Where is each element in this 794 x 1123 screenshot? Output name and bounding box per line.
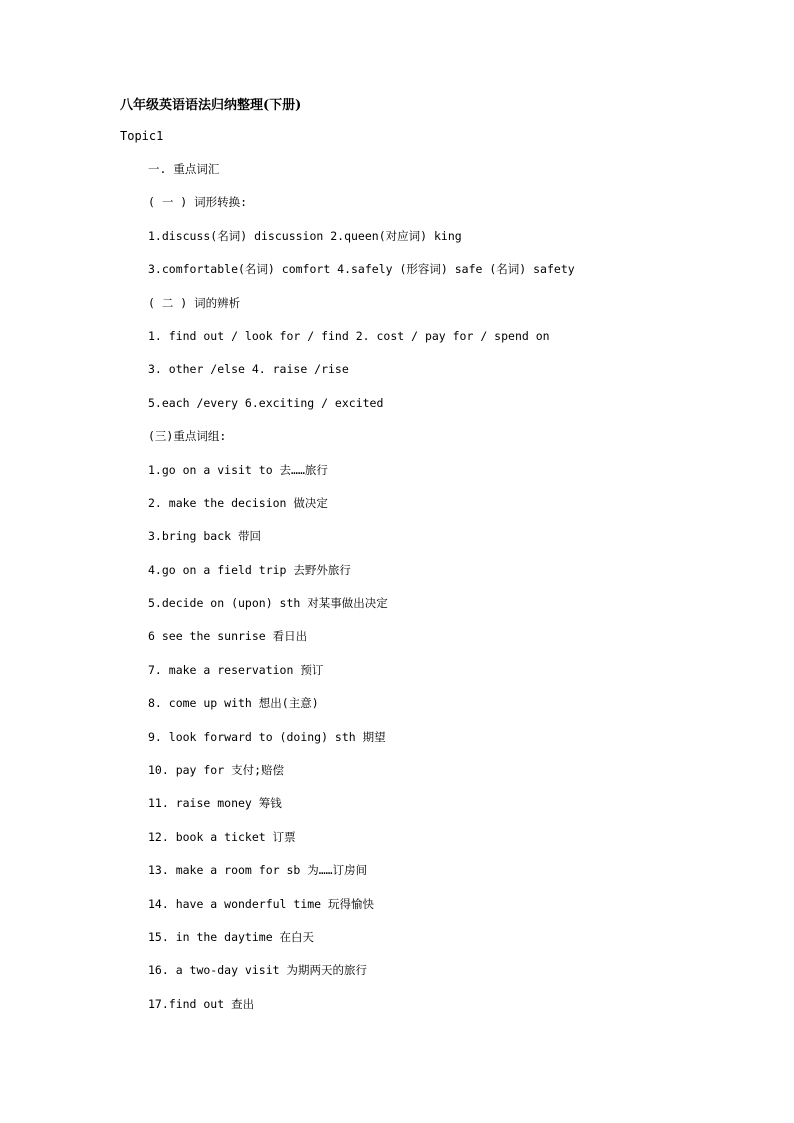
content-line: ( 二 ) 词的辨析 — [148, 295, 241, 310]
content-line: 10. pay for 支付;赔偿 — [148, 763, 285, 778]
content-line: 2. make the decision 做决定 — [148, 495, 328, 510]
content-line: 5.decide on (upon) sth 对某事做出决定 — [148, 596, 388, 611]
content-line: 1.discuss(名词) discussion 2.queen(对应词) king — [148, 228, 462, 243]
content-line: 4.go on a field trip 去野外旅行 — [148, 562, 351, 577]
content-line: 1. find out / look for / find 2. cost / pay for / spend on — [148, 328, 550, 343]
content-line: 7. make a reservation 预订 — [148, 662, 324, 677]
content-line: 15. in the daytime 在白天 — [148, 929, 315, 944]
content-line: 3.bring back 带回 — [148, 529, 262, 544]
content-line: 3. other /else 4. raise /rise — [148, 362, 349, 377]
content-line: 17.find out 查出 — [148, 996, 255, 1011]
content-line: 9. look forward to (doing) sth 期望 — [148, 729, 386, 744]
content-line: 14. have a wonderful time 玩得愉快 — [148, 896, 375, 911]
content-lines — [148, 153, 575, 1021]
document-title: 八年级英语语法归纳整理(下册) — [120, 98, 302, 113]
content-line: ( 一 ) 词形转换: — [148, 195, 248, 210]
content-line: 8. come up with 想出(主意) — [148, 696, 319, 711]
content-line: (三)重点词组: — [148, 429, 227, 444]
content-line: 5.each /every 6.exciting / excited — [148, 395, 384, 410]
content-line: 6 see the sunrise 看日出 — [148, 629, 308, 644]
content-line: 3.comfortable(名词) comfort 4.safely (形容词) safe (名词) safety — [148, 262, 575, 277]
content-line: 16. a two-day visit 为期两天的旅行 — [148, 963, 367, 978]
content-line: 1.go on a visit to 去……旅行 — [148, 462, 328, 477]
content-line: 一. 重点词汇 — [148, 162, 220, 176]
topic-heading: Topic1 — [120, 129, 164, 143]
content-line: 11. raise money 筹钱 — [148, 796, 282, 811]
content-line: 12. book a ticket 订票 — [148, 829, 296, 844]
content-line: 13. make a room for sb 为……订房间 — [148, 863, 368, 878]
